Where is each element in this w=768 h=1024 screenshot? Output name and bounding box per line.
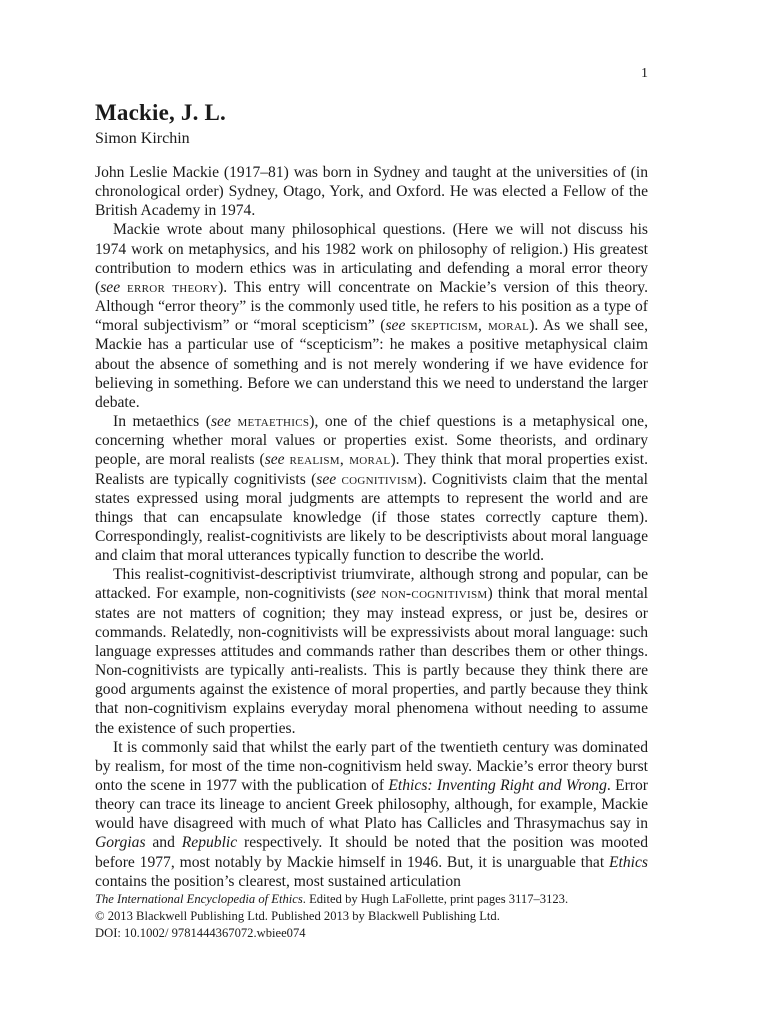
italic-text: Ethics: Inventing Right and Wrong xyxy=(388,777,607,794)
italic-text: see xyxy=(356,585,376,603)
paragraph: John Leslie Mackie (1917–81) was born in Sydney and taught at the universities of (in chronological order) Sydney, Otago, York, and Oxford. He was elected a Fellow of the British Academy in 1974. xyxy=(95,164,648,220)
paragraph: It is commonly said that whilst the early part of the twentieth century was dominated by realism, for most of the time non-cognitivism held sway. Mackie’s error theory burst onto the scene in 1977 with the publication of Ethics: Inventing Right and Wrong. Error theory can trace its lineage to ancient Greek philosophy, although, for example, Mackie would have disagreed with much of what Plato has Callicles and Thrasymachus say in Gorgias and Republic respectively. It should be noted that the position was mooted before 1977, most notably by Mackie himself in 1946. But, it is unarguable that Ethics contains the position’s clearest, most sustained articulation xyxy=(95,738,648,890)
italic-text: see xyxy=(316,470,337,488)
article-title: Mackie, J. L. xyxy=(95,100,226,125)
cross-reference: realism, moral xyxy=(289,451,391,469)
page-footer xyxy=(95,891,648,942)
italic-text: Gorgias xyxy=(95,834,146,852)
cross-reference: skepticism, moral xyxy=(410,317,530,335)
italic-text: The International Encyclopedia of Ethics xyxy=(95,892,303,906)
paragraph: In metaethics (see metaethics), one of the chief questions is a metaphysical one, concerning whether moral values or properties exist. Some theorists, and ordinary people, are moral realists (see realism, moral). They think that moral properties exist. Realists are typically cognitivists (see cognitivism). Cognitivists claim that the mental states expressed using moral judgments are attempts to represent the world and are things that can encapsulate knowledge (if those states correctly capture them). Correspondingly, realist-cognitivists are likely to be descriptivists about moral language and claim that moral utterances typically function to describe the world. xyxy=(95,413,648,565)
italic-text: Republic xyxy=(181,834,238,852)
article-header xyxy=(95,98,648,150)
page-number: 1 xyxy=(641,66,648,81)
paragraph: Mackie wrote about many philosophical questions. (Here we will not discuss his 1974 work on metaphysics, and his 1982 work on philosophy of religion.) His greatest contribution to modern ethics was in articulating and defending a moral error theory (see error theory). This entry will concentrate on Mackie’s version of this theory. Although “error theory” is the commonly used title, he refers to his position as a type of “moral subjectivism” or “moral scepticism” (see skepticism, moral). As we shall see, Mackie has a particular use of “scepticism”: he makes a positive metaphysical claim about the absence of something and is not merely wondering if we have evidence for believing in something. Before we can understand this we need to understand the larger debate. xyxy=(95,221,648,411)
cross-reference: metaethics xyxy=(237,413,310,431)
cross-reference: error theory xyxy=(126,278,219,296)
paragraph: This realist-cognitivist-descriptivist triumvirate, although strong and popular, can be attacked. For example, non-cognitivists (see non-cognitivism) think that moral mental states are not matters of cognition; they may instead express, or just be, desires or commands. Relatedly, non-cognitivists will be expressivists about moral language: such language expresses attitudes and commands rather than describes them or other things. Non-cognitivists are typically anti-realists. This is partly because they think there are good arguments against the existence of moral properties, and partly because they think that non-cognitivism explains everyday moral phenomena without needing to assume the existence of such properties. xyxy=(95,566,648,737)
cross-reference: cognitivism xyxy=(341,470,418,488)
article-body xyxy=(95,163,648,891)
doi-line: DOI: 10.1002/ 9781444367072.wbiee074 xyxy=(95,926,306,940)
italic-text: see xyxy=(385,317,406,335)
italic-text: Ethics xyxy=(609,853,648,871)
article-author: Simon Kirchin xyxy=(95,130,190,147)
cross-reference: non-cognitivism xyxy=(381,585,488,603)
italic-text: see xyxy=(210,413,231,431)
italic-text: see xyxy=(264,451,285,469)
italic-text: see xyxy=(100,278,121,296)
citation-line: The International Encyclopedia of Ethics. Edited by Hugh LaFollette, print pages 3117–3123. xyxy=(95,892,569,906)
copyright-line: © 2013 Blackwell Publishing Ltd. Published 2013 by Blackwell Publishing Ltd. xyxy=(95,909,500,923)
